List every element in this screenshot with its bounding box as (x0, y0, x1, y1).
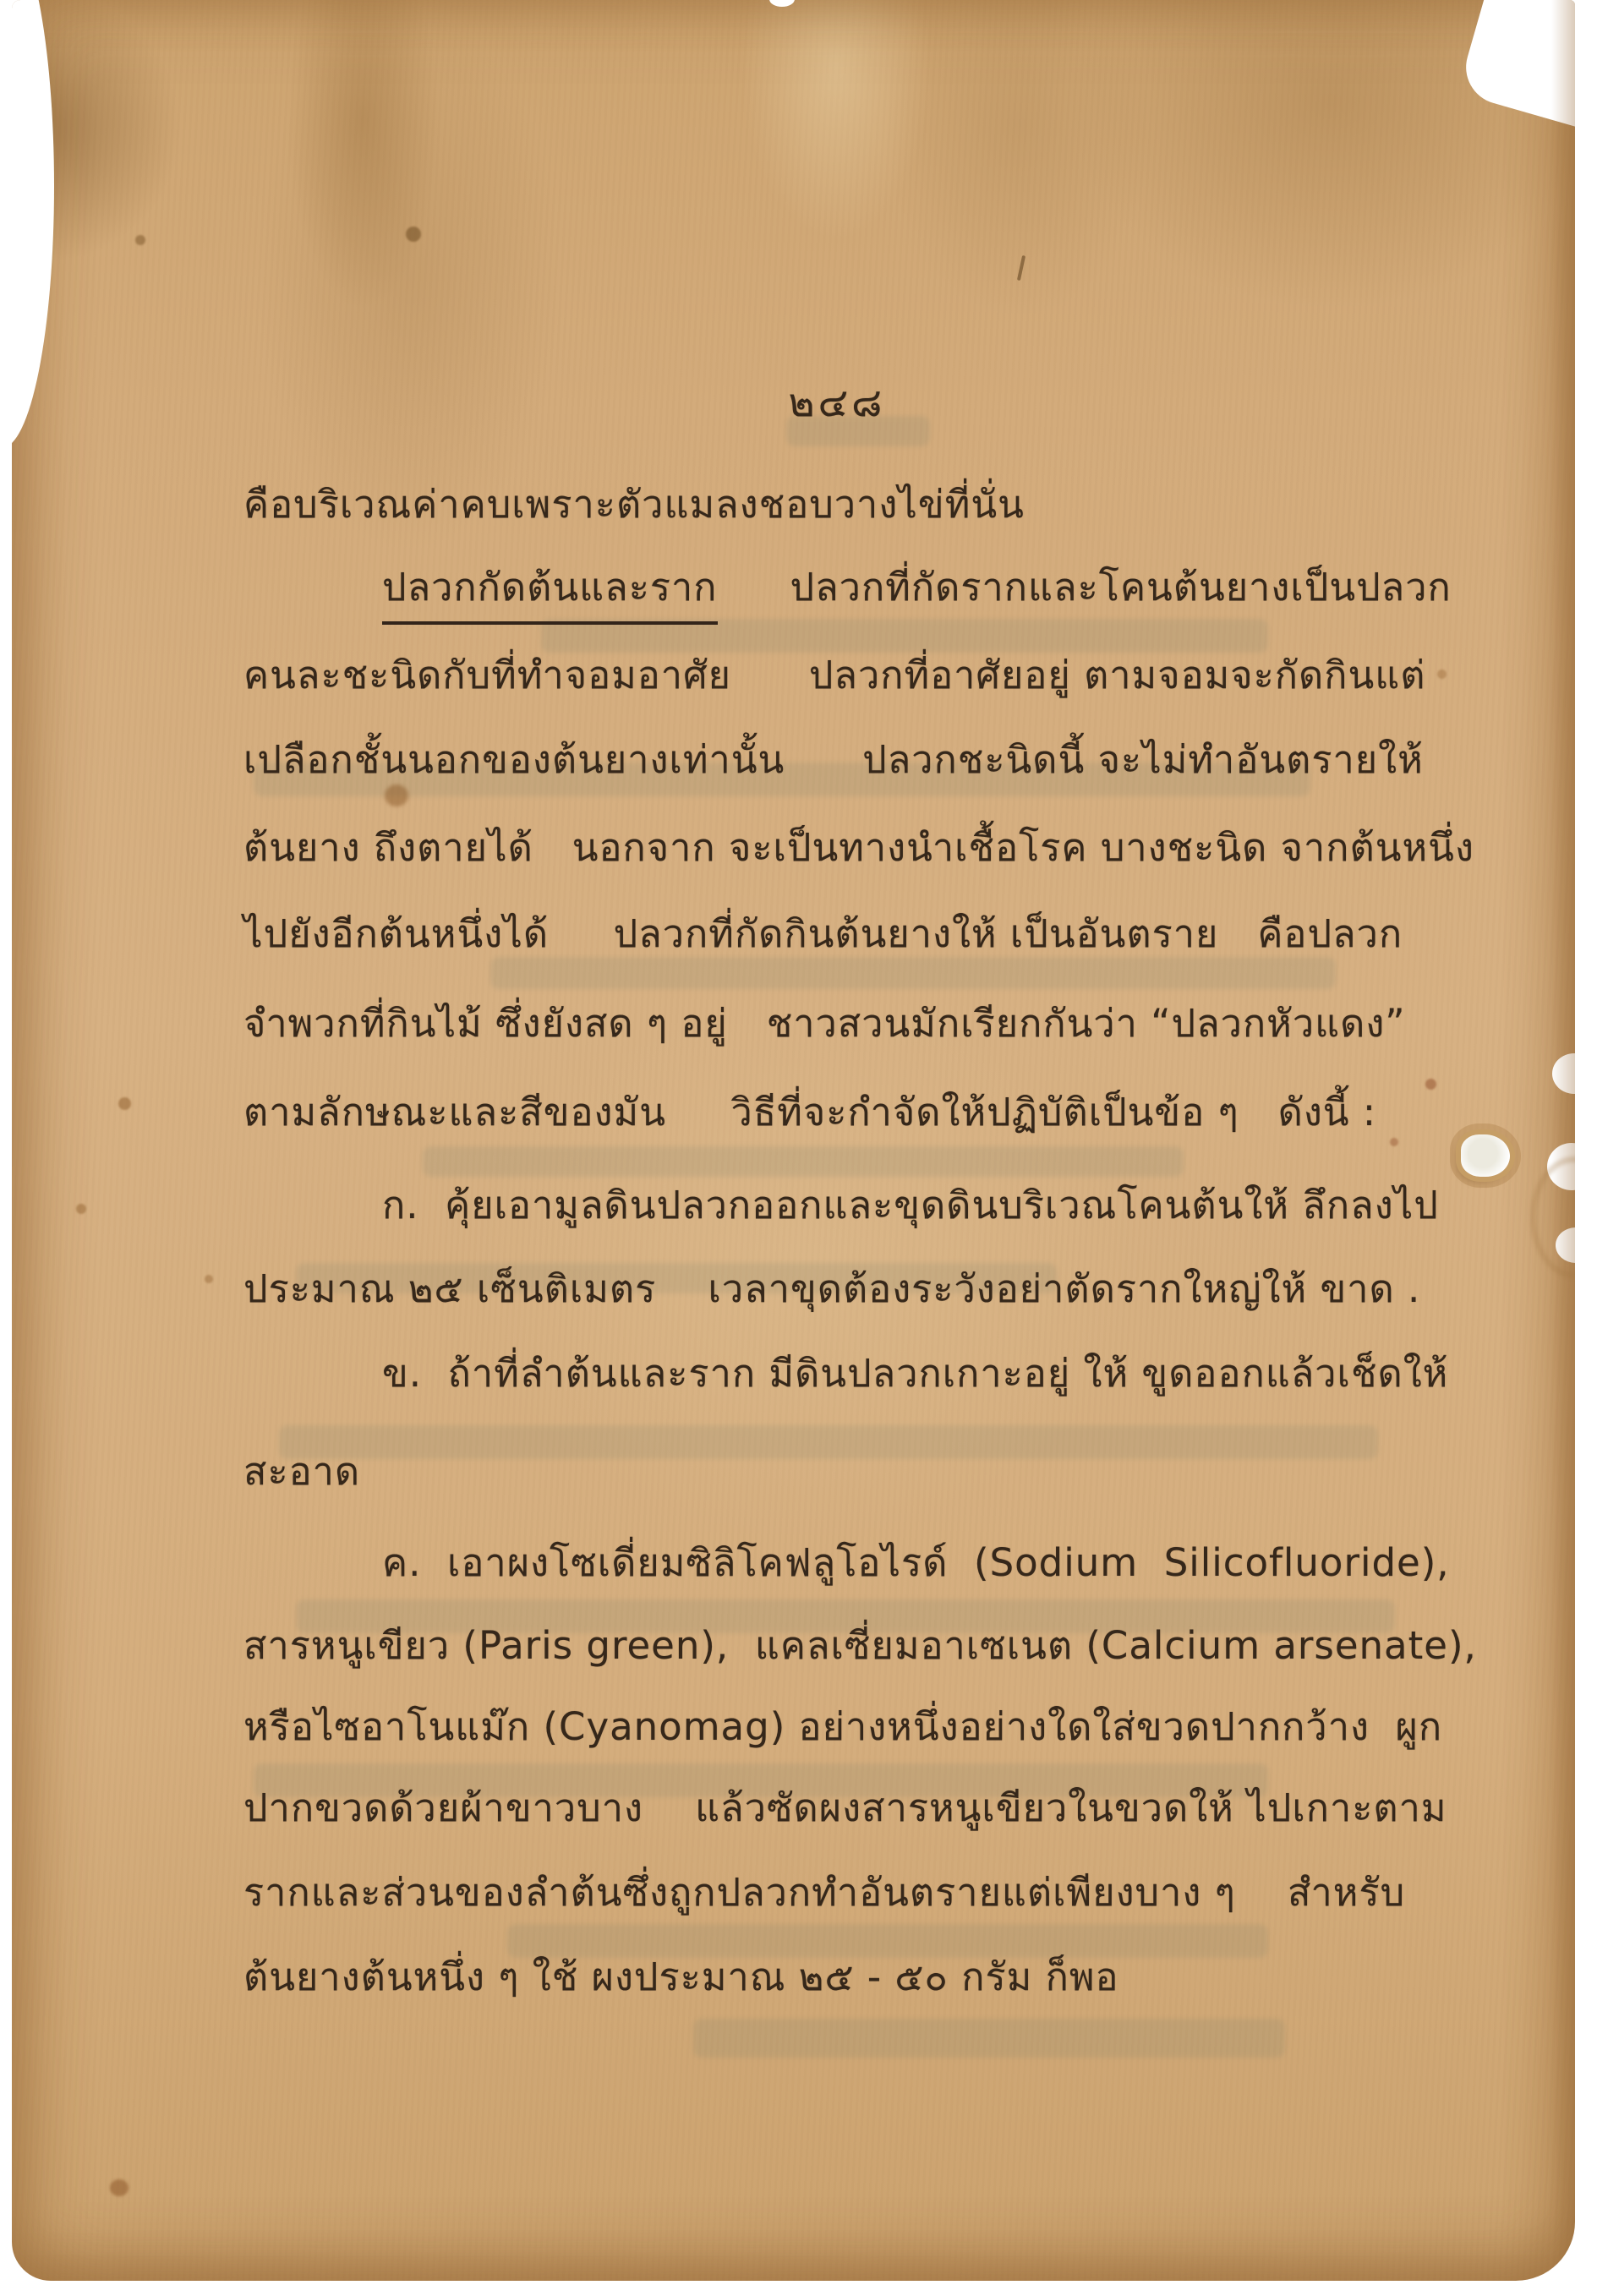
text-line-16: ปากขวดด้วยผ้าขาวบาง แล้วซัดผงสารหนูเขียวในขวดให้ ไปเกาะตาม (243, 1785, 1447, 1830)
worn-right-edge (1551, 0, 1575, 2281)
paper-sheet (12, 0, 1575, 2281)
text-line-18: ต้นยางต้นหนึ่ง ๆ ใช้ ผงประมาณ ๒๕ - ๕๐ กรัม ก็พอ (243, 1954, 1119, 1999)
text-line-15: หรือไซอาโนแม๊ก (Cyanomag) อย่างหนึ่งอย่างใดใส่ขวดปากกว้าง ผูก (243, 1704, 1443, 1749)
text-line-7: จำพวกที่กินไม้ ซึ่งยังสด ๆ อยู่ ชาวสวนมักเรียกกันว่า “ปลวกหัวแดง” (243, 1001, 1406, 1046)
text-line-5: ต้นยาง ถึงตายได้ นอกจาก จะเป็นทางนำเชื้อโรค บางชะนิด จากต้นหนึ่ง (243, 825, 1474, 870)
stain-spot (110, 2179, 129, 2196)
stain-spot (406, 227, 421, 242)
torn-corner-top-left (12, 0, 54, 448)
torn-edge-notch (769, 0, 795, 7)
text-line-9: ก. คุ้ยเอามูลดินปลวกออกและขุดดินบริเวณโคนต้นให้ ลึกลงไป (382, 1183, 1439, 1227)
ink-bleedthrough (490, 957, 1336, 989)
ink-bleedthrough (693, 2019, 1285, 2058)
text-line-2-rest: ปลวกที่กัดรากและโคนต้นยางเป็นปลวก (790, 565, 1452, 610)
text-line-2 (382, 561, 1575, 625)
text-line-1: คือบริเวณค่าคบเพราะตัวแมลงชอบวางไข่ที่นั่น (243, 482, 1025, 527)
text-line-8: ตามลักษณะและสีของมัน วิธีที่จะกำจัดให้ปฏิบัติเป็นข้อ ๆ ดังนี้ : (243, 1090, 1377, 1134)
text-line-6: ไปยังอีกต้นหนึ่งได้ ปลวกที่กัดกินต้นยางให้ เป็นอันตราย คือปลวก (243, 911, 1403, 956)
text-line-14: สารหนูเขียว (Paris green), แคลเซี่ยมอาเซเนต (Calcium arsenate), (243, 1623, 1477, 1668)
stain-spot (118, 1097, 131, 1110)
ink-bleedthrough (423, 1146, 1184, 1177)
worm-hole (1461, 1134, 1510, 1177)
stain-spot (135, 235, 145, 245)
text-line-12: สะอาด (243, 1449, 361, 1494)
section-heading-underlined: ปลวกกัดต้นและราก (382, 561, 718, 625)
text-line-11: ข. ถ้าที่ลำต้นและราก มีดินปลวกเกาะอยู่ ให้ ขูดออกแล้วเช็ดให้ (382, 1351, 1449, 1396)
stain-spot (385, 784, 408, 806)
stain-spot (76, 1204, 86, 1214)
text-line-17: รากและส่วนของลำต้นซึ่งถูกปลวกทำอันตรายแต่เพียงบาง ๆ สำหรับ (243, 1870, 1406, 1915)
text-line-4: เปลือกชั้นนอกของต้นยางเท่านั้น ปลวกชะนิดนี้ จะไม่ทำอันตรายให้ (243, 737, 1424, 782)
text-line-13: ค. เอาผงโซเดี่ยมซิลิโคฟลูโอไรด์ (Sodium Silicofluoride), (382, 1540, 1450, 1585)
text-line-10: ประมาณ ๒๕ เซ็นติเมตร เวลาขุดต้องระวังอย่าตัดรากใหญ่ให้ ขาด . (243, 1266, 1421, 1311)
paper-fiber (1017, 255, 1025, 281)
text-line-3: คนละชะนิดกับที่ทำจอมอาศัย ปลวกที่อาศัยอยู่ ตามจอมจะกัดกินแต่ (243, 653, 1426, 697)
stain-spot (205, 1275, 213, 1283)
page-number: ๒๔๘ (788, 380, 886, 426)
stain-spot (1390, 1138, 1398, 1146)
